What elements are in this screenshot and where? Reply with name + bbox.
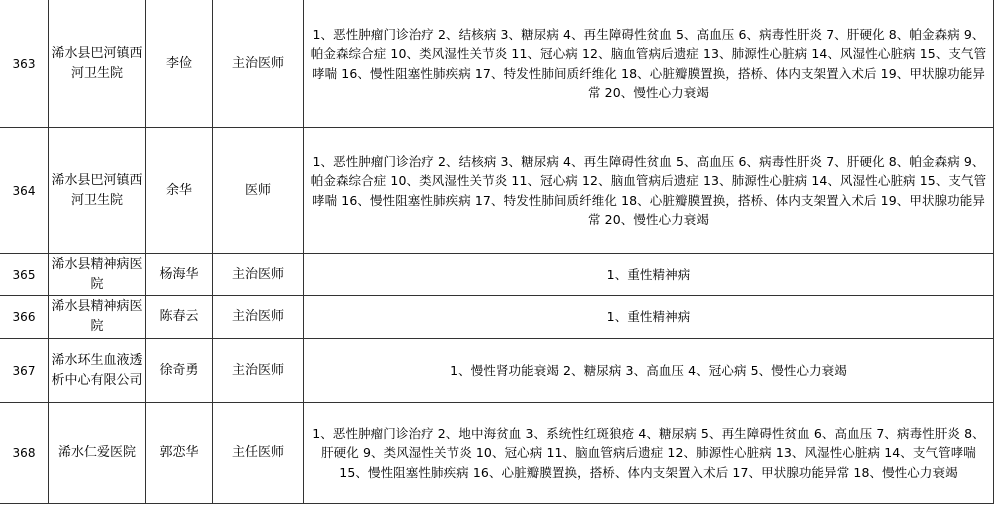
table-row (0, 296, 994, 339)
doctor-title: 主治医师 (213, 0, 304, 128)
table-row (0, 128, 994, 254)
disease-scope: 1、慢性肾功能衰竭 2、糖尿病 3、高血压 4、冠心病 5、慢性心力衰竭 (304, 339, 994, 403)
doctor-title: 主治医师 (213, 339, 304, 403)
row-number: 367 (0, 339, 49, 403)
disease-scope: 1、重性精神病 (304, 254, 994, 296)
row-number: 368 (0, 403, 49, 504)
table-row (0, 339, 994, 403)
disease-scope: 1、恶性肿瘤门诊治疗 2、结核病 3、糖尿病 4、再生障碍性贫血 5、高血压 6、病毒性肝炎 7、肝硬化 8、帕金森病 9、帕金森综合症 10、类风湿性关节炎 11、冠心病 12、脑血管病后遗症 13、肺源性心脏病 14、风湿性心脏病 15、支气管哮喘 16、慢性阻塞性肺疾病 17、特发性肺间质纤维化 18、心脏瓣膜置换，搭桥、体内支架置入术后 19、甲状腺功能异常 20、慢性心力衰竭 (304, 128, 994, 254)
doctor-name: 余华 (146, 128, 213, 254)
doctor-title: 主治医师 (213, 296, 304, 339)
row-number: 365 (0, 254, 49, 296)
disease-scope: 1、重性精神病 (304, 296, 994, 339)
hospital-name: 浠水仁爱医院 (49, 403, 146, 504)
table-row (0, 0, 994, 128)
doctor-name: 李俭 (146, 0, 213, 128)
doctor-name: 陈春云 (146, 296, 213, 339)
table-row (0, 403, 994, 504)
row-number: 364 (0, 128, 49, 254)
doctor-name: 杨海华 (146, 254, 213, 296)
hospital-name: 浠水县精神病医院 (49, 254, 146, 296)
doctor-title: 主任医师 (213, 403, 304, 504)
doctor-name: 郭恋华 (146, 403, 213, 504)
table-row (0, 254, 994, 296)
doctor-title: 主治医师 (213, 254, 304, 296)
doctor-name: 徐奇勇 (146, 339, 213, 403)
doctor-title: 医师 (213, 128, 304, 254)
disease-scope: 1、恶性肿瘤门诊治疗 2、结核病 3、糖尿病 4、再生障碍性贫血 5、高血压 6、病毒性肝炎 7、肝硬化 8、帕金森病 9、帕金森综合症 10、类风湿性关节炎 11、冠心病 12、脑血管病后遗症 13、肺源性心脏病 14、风湿性心脏病 15、支气管哮喘 16、慢性阻塞性肺疾病 17、特发性肺间质纤维化 18、心脏瓣膜置换，搭桥、体内支架置入术后 19、甲状腺功能异常 20、慢性心力衰竭 (304, 0, 994, 128)
disease-scope: 1、恶性肿瘤门诊治疗 2、地中海贫血 3、系统性红斑狼疮 4、糖尿病 5、再生障碍性贫血 6、高血压 7、病毒性肝炎 8、肝硬化 9、类风湿性关节炎 10、冠心病 11、脑血管病后遗症 12、肺源性心脏病 13、风湿性心脏病 14、支气管哮喘 15、慢性阻塞性肺疾病 16、心脏瓣膜置换，搭桥、体内支架置入术后 17、甲状腺功能异常 18、慢性心力衰竭 (304, 403, 994, 504)
hospital-name: 浠水县巴河镇西河卫生院 (49, 0, 146, 128)
row-number: 363 (0, 0, 49, 128)
hospital-name: 浠水县精神病医院 (49, 296, 146, 339)
row-number: 366 (0, 296, 49, 339)
hospital-name: 浠水县巴河镇西河卫生院 (49, 128, 146, 254)
hospital-name: 浠水环生血液透析中心有限公司 (49, 339, 146, 403)
